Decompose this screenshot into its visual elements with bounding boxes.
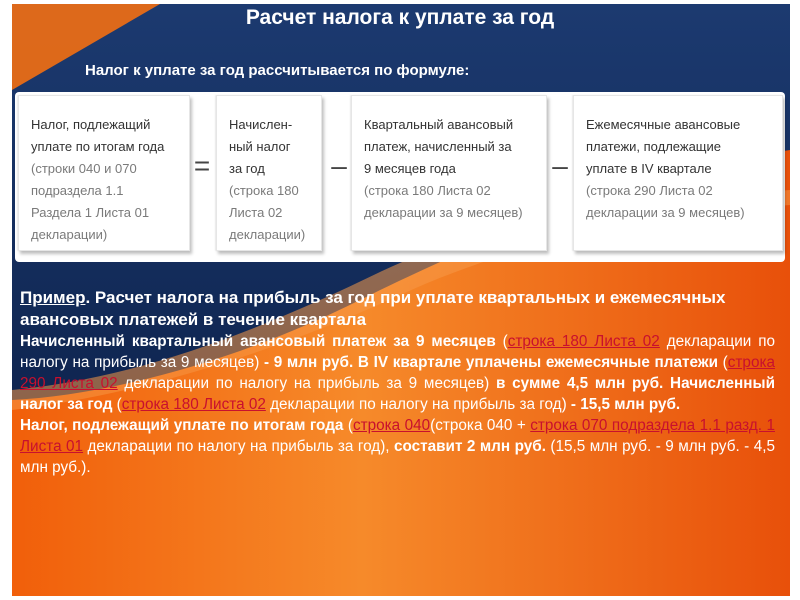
formula-note: Раздела 1 Листа 01 [31,205,150,220]
formula-note: декларации за 9 месяцев) [586,205,745,220]
formula-panel [15,92,785,262]
p1-text: декларации по налогу на прибыль за год) [265,396,567,413]
formula-text: уплате по итогам года [31,139,165,154]
p1-text: в сумме 4,5 млн руб. Начисленный налог за год [20,375,775,413]
p1-text: - 9 млн руб. В IV квартале уплачены ежемесячные платежи [259,354,719,371]
p2-text: (строка 040 + [430,417,531,434]
example-heading [20,287,775,331]
formula-note: (строка 290 Листа 02 [586,183,713,198]
formula-text: 9 месяцев года [364,161,456,176]
link-line-290-sheet-02[interactable]: строка 290 Листа 02 [20,354,775,392]
equals-sign: = [193,150,211,181]
link-line-040[interactable]: строка 040 [352,417,431,434]
formula-note: (строка 180 Листа 02 [364,183,491,198]
formula-note: Листа 02 [229,205,283,220]
p1-text: ( [718,354,728,371]
p1-text: декларации по налогу на прибыль за 9 месяцев) [20,333,775,371]
formula-note: декларации за 9 месяцев) [364,205,523,220]
formula-note: (строка 180 [229,183,299,198]
formula-text: ный налог [229,139,291,154]
minus-sign: – [552,150,568,181]
example-paragraph-1 [20,331,775,415]
p2-text: ( [343,417,353,434]
example-heading-text: . Расчет налога на прибыль за год при уплате квартальных и ежемесячных авансовых платежей в течение квартала [20,288,726,329]
formula-box-monthly-advances [573,95,783,251]
formula-text: платеж, начисленный за [364,139,512,154]
p1-text: ( [495,333,508,350]
formula-note: декларации) [31,227,108,242]
p2-text: Налог, подлежащий уплате по итогам года [20,417,344,434]
formula-text: Налог, подлежащий [31,117,151,132]
formula-text: Начислен- [229,117,293,132]
p2-text: (15,5 млн руб. - 9 млн руб. - 4,5 млн руб.). [20,438,775,476]
p1-text: Начисленный квартальный авансовый платеж за 9 месяцев [20,333,496,350]
formula-box-tax-payable [18,95,190,251]
formula-note: подраздела 1.1 [31,183,124,198]
p1-text: декларации по налогу на прибыль за 9 месяцев) [117,375,490,392]
formula-text: уплате в IV квартале [586,161,712,176]
link-line-180-sheet-02-annual[interactable]: строка 180 Листа 02 [121,396,266,413]
formula-note: декларации) [229,227,306,242]
p1-text: ( [112,396,122,413]
formula-text: за год [229,161,265,176]
minus-sign: – [331,150,347,181]
example-text [20,287,775,478]
formula-text: Ежемесячные авансовые [586,117,741,132]
formula-box-quarterly-advance [351,95,547,251]
formula-box-annual-tax [216,95,322,251]
p1-text: - 15,5 млн руб. [566,396,681,413]
p2-text: декларации по налогу на прибыль за год), [83,438,390,455]
link-line-180-sheet-02[interactable]: строка 180 Листа 02 [507,333,660,350]
slide-subtitle: Налог к уплате за год рассчитывается по формуле: [85,62,470,79]
p2-text: составит 2 млн руб. [389,438,546,455]
formula-text: Квартальный авансовый [364,117,514,132]
link-line-070-subsection[interactable]: строка 070 подраздела 1.1 разд. 1 Листа 01 [20,417,775,455]
formula-note: (строки 040 и 070 [31,161,137,176]
example-paragraph-2 [20,415,775,478]
formula-text: платежи, подлежащие [586,139,721,154]
slide-title: Расчет налога к уплате за год [245,6,555,29]
example-label: Пример [20,288,86,307]
